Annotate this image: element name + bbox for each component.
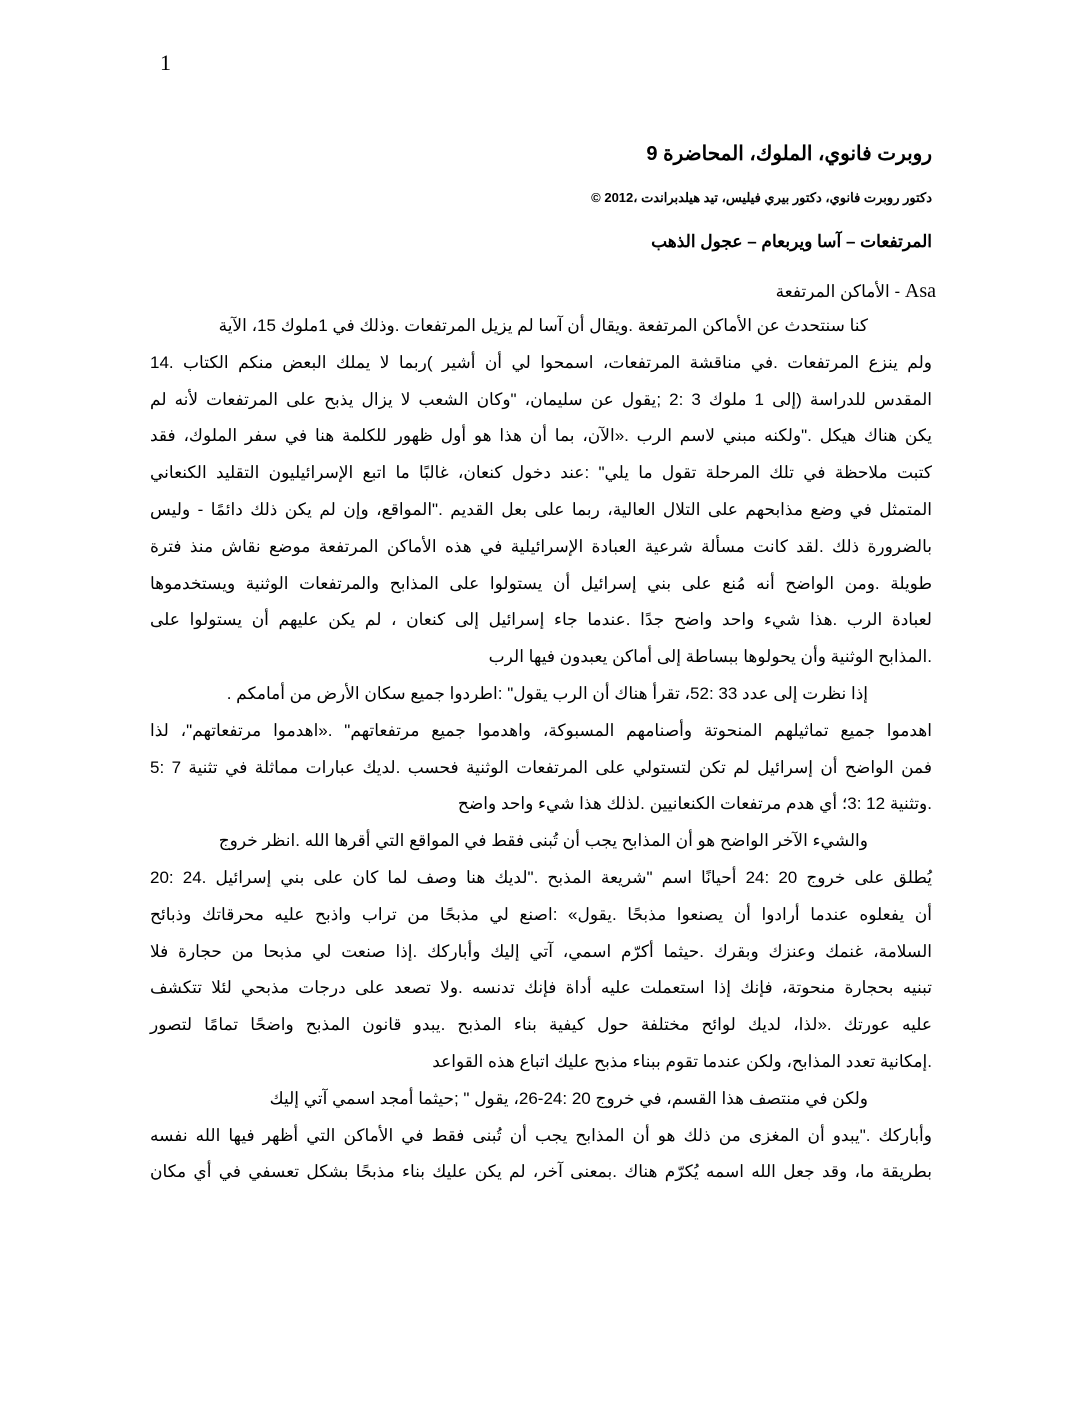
text-line: بطريقة ما، وقد جعل الله اسمه يُكرّم هناك .بمعنى آخر، لم يكن عليك بناء مذبحًا بشكل تعسفي في أي مكان xyxy=(150,1162,932,1182)
text-line: بالضرورة ذلك .لقد كانت مسألة شرعية العبادة الإسرائيلية في هذه الأماكن المرتفعة موضع نقاش منذ فترة xyxy=(150,536,932,556)
text-line: يُطلق على خروج 20 :24 أحيانًا اسم "شريعة المذبح ."لديك هنا وصف لما كان على بني إسرائيل .24 :20 xyxy=(150,867,933,887)
paragraph-2 xyxy=(150,676,932,823)
section-heading xyxy=(150,266,936,308)
page-number: 1 xyxy=(160,50,171,75)
text-line: .وتثنية 12 :3؛ أي هدم مرتفعات الكنعانيين .لذلك هذا شيء واحد واضح xyxy=(457,794,932,814)
text-line: .إمكانية تعدد المذابح، ولكن عندما تقوم ببناء مذبح عليك اتباع هذه القواعد xyxy=(432,1051,932,1071)
text-line: طويلة .ومن الواضح أنه مُنع على بني إسرائيل أن يستولوا على المذابح والمرتفعات الوثنية ويستخدموها xyxy=(150,573,932,593)
text-line: فمن الواضح أن إسرائيل لم تكن لتستولي على المرتفعات الوثنية فحسب .لديك عبارات مماثلة في تثنية 7 :5 xyxy=(150,757,932,777)
paragraph-1 xyxy=(150,308,932,676)
section-heading-arabic: - الأماكن المرتفعة xyxy=(775,282,905,301)
text-line: اهدموا جميع تماثيلهم المنحوتة وأصنامهم المسبوكة، واهدموا جميع مرتفعاتهم" .«اهدموا مرتفعاتهم"، لذا xyxy=(150,720,932,740)
text-line: ولم ينزع المرتفعات .في مناقشة المرتفعات، اسمحوا لي أن أشير )ربما لا يملك البعض منكم الكتاب .14 xyxy=(150,352,932,372)
lecture-subtitle: المرتفعات – آسا ويربعام – عجول الذهب xyxy=(651,232,932,251)
paragraph-4 xyxy=(150,1081,932,1191)
authors-copyright: دكتور روبرت فانوي، دكتور بيري فيليس، تيد هيلدبراندت ،2012 © xyxy=(591,190,932,205)
text-line: كنا سنتحدث عن الأماكن المرتفعة .ويقال أن آسا لم يزيل المرتفعات .وذلك في 1ملوك 15، الآية xyxy=(218,316,868,335)
text-line: أن يفعلوه عندما أرادوا أن يصنعوا مذبحًا .يقول» :اصنع لي مذبحًا من تراب واذبح عليه محرقاتك وذبائح xyxy=(150,904,932,924)
text-line: عليه عورتك .«لذا، لديك لوائح مختلفة حول كيفية بناء المذبح .يبدو قانون المذبح واضحًا تمامًا لتصور xyxy=(150,1015,932,1035)
lecture-title: روبرت فانوي، الملوك، المحاضرة 9 xyxy=(646,143,932,165)
text-line: والشيء الآخر الواضح هو أن المذابح يجب أن تُبنى فقط في المواقع التي أقرها الله .انظر خروج xyxy=(218,831,868,851)
text-line: إذا نظرت إلى عدد 33 :52، تقرأ هناك أن الرب يقول" :اطردوا جميع سكان الأرض من أمامكم . xyxy=(226,683,868,703)
text-line: تبنيه بحجارة منحوتة، فإنك إذا استعملت عليه أداة فإنك تدنسه .ولا تصعد على درجات مذبحي لئلا تتكشف xyxy=(150,978,932,998)
paragraph-3 xyxy=(150,823,932,1081)
section-heading-latin: Asa xyxy=(904,280,936,302)
text-line: لعبادة الرب .هذا شيء واحد واضح جدًا .عندما جاء إسرائيل إلى كنعان ، لم يكن عليهم أن يستولوا على xyxy=(150,610,932,630)
text-line: يكن هناك هيكل ."ولكنه مبني لاسم الرب .«الآن، بما أن هذا هو أول ظهور للكلمة هنا في سفر الملوك، فقد xyxy=(150,426,932,446)
text-line: وأباركك ."يبدو أن المغزى من ذلك هو أن المذابح يجب أن تُبنى فقط في الأماكن التي أظهر فيها الله نفسه xyxy=(150,1125,932,1145)
text-line: ولكن في منتصف هذا القسم، في خروج 20 :24-26، يقول " ;حيثما أمجد اسمي آتي إليك xyxy=(269,1088,868,1108)
text-line: المتمثل في وضع مذابحهم على التلال العالية، ربما على بعل القديم ."المواقع، وإن لم يكن ذلك دائمًا - وليس xyxy=(150,499,932,519)
text-line: .المذابح الوثنية وأن يحولوها ببساطة إلى أماكن يعبدون فيها الرب xyxy=(488,647,932,667)
text-line: السلامة، غنمك وعنزك وبقرك .حيثما أكرّم اسمي، آتي إليك وأباركك .إذا صنعت لي مذبحا من حجارة فلا xyxy=(150,941,932,961)
document-body xyxy=(150,120,936,1191)
text-line: المقدس للدراسة (إلى 1 ملوك 3 :2 ;يقول عن سليمان، "وكان الشعب لا يزال يذبح على المرتفعات لأنه لم xyxy=(150,389,932,409)
text-line: كتبت ملاحظة في تلك المرحلة تقول ما يلي" :عند دخول كنعان، غالبًا ما اتبع الإسرائيليون التقليد الكنعاني xyxy=(150,463,932,483)
